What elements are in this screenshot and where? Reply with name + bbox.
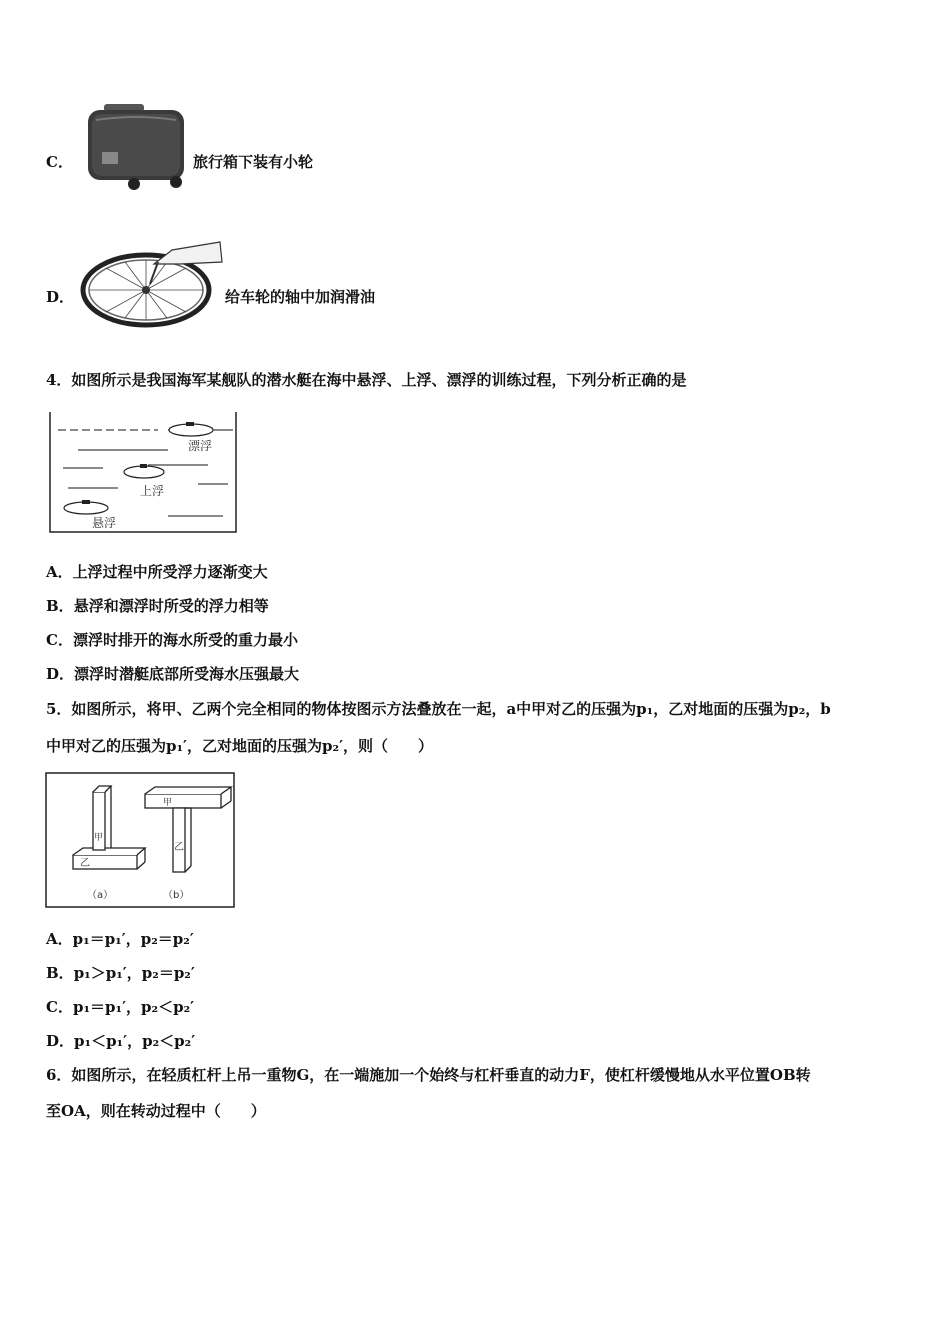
- option-c-text: 旅行箱下装有小轮: [193, 153, 314, 171]
- question-4-stem: 4．如图所示是我国海军某舰队的潜水艇在海中悬浮、上浮、漂浮的训练过程，下列分析正确的是: [46, 371, 687, 389]
- q4-option-d-label: D．: [46, 665, 75, 683]
- q4-option-d: [46, 664, 299, 684]
- label-jia-b: 甲: [163, 798, 173, 808]
- q5-option-b-text: p₁＞p₁′，p₂＝p₂′: [73, 964, 195, 982]
- label-b: （b）: [163, 890, 190, 901]
- q5-option-d: [46, 1031, 195, 1051]
- submarine-figure: [48, 410, 238, 535]
- stacked-blocks-figure: [45, 772, 235, 908]
- label-yi-a: 乙: [80, 858, 90, 869]
- suitcase-figure: [82, 100, 192, 195]
- q4-option-a-text: 上浮过程中所受浮力逐渐变大: [72, 563, 268, 581]
- q5-option-c-label: C．: [46, 998, 73, 1016]
- q5-option-d-text: p₁＜p₁′，p₂＜p₂′: [74, 1032, 196, 1050]
- q4-option-d-text: 漂浮时潜艇底部所受海水压强最大: [74, 665, 300, 683]
- label-a: （a）: [87, 890, 114, 901]
- label-rise: 上浮: [140, 484, 165, 498]
- q5-option-b: [46, 963, 195, 983]
- question-5-stem-line1: 5．如图所示，将甲、乙两个完全相同的物体按图示方法叠放在一起，a中甲对乙的压强为p₁，乙对地面的压强为p₂，b: [46, 700, 831, 718]
- q4-option-c-label: C．: [46, 631, 73, 649]
- label-yi-b: 乙: [174, 842, 184, 853]
- q5-option-a-label: A．: [46, 930, 73, 948]
- q5-option-a: [46, 929, 194, 949]
- q4-option-b: [46, 596, 269, 616]
- option-d-text: 给车轮的轴中加润滑油: [225, 288, 376, 306]
- q5-option-c-text: p₁＝p₁′，p₂＜p₂′: [72, 998, 195, 1016]
- label-suspend: 悬浮: [92, 516, 117, 530]
- q4-option-b-text: 悬浮和漂浮时所受的浮力相等: [73, 597, 269, 615]
- q5-option-b-label: B．: [46, 964, 74, 982]
- question-5-stem-line2: 中甲对乙的压强为p₁′，乙对地面的压强为p₂′，则（ ）: [46, 737, 434, 755]
- q4-option-c: [46, 630, 298, 650]
- q4-option-c-text: 漂浮时排开的海水所受的重力最小: [72, 631, 298, 649]
- question-6-stem-line1: 6．如图所示，在轻质杠杆上吊一重物G，在一端施加一个始终与杠杆垂直的动力F，使杠杆缓慢地从水平位置OB转: [46, 1066, 811, 1084]
- q4-option-a: [46, 562, 268, 582]
- question-6-stem-line2: 至OA，则在转动过程中（ ）: [46, 1102, 266, 1120]
- q5-option-d-label: D．: [46, 1032, 75, 1050]
- q5-option-a-text: p₁＝p₁′，p₂＝p₂′: [72, 930, 194, 948]
- bicycle-wheel-figure: [80, 240, 225, 330]
- q4-option-a-label: A．: [46, 563, 73, 581]
- option-c-label: C．: [46, 153, 73, 171]
- q5-option-c: [46, 997, 194, 1017]
- label-float: 漂浮: [188, 439, 213, 453]
- q4-option-b-label: B．: [46, 597, 74, 615]
- option-d-label: D．: [46, 288, 75, 306]
- label-jia-a: 甲: [94, 833, 104, 843]
